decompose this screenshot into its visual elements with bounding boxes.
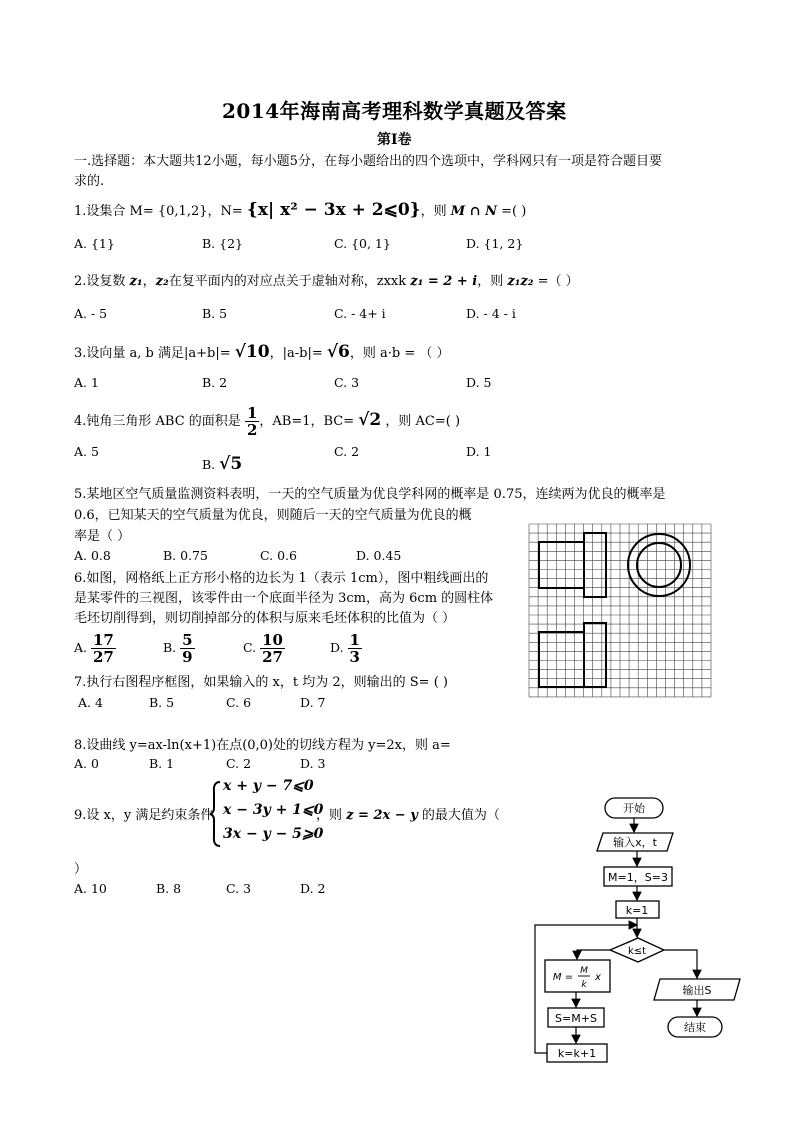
- q3-sqrt6: √6: [326, 342, 350, 362]
- q6-option-a: [74, 632, 116, 665]
- q8-option-d: D. 3: [300, 756, 326, 771]
- q7-option-a: A. 4: [78, 695, 103, 710]
- q2-option-c: C. - 4+ i: [334, 306, 386, 321]
- q2-mid: 在复平面内的对应点关于虚轴对称，zxxk: [168, 274, 411, 289]
- q3-option-d: D. 5: [466, 375, 492, 390]
- q5-option-a: A. 0.8: [74, 548, 111, 563]
- q9-option-a: A. 10: [74, 881, 107, 896]
- page-title: 2014年海南高考理科数学真题及答案: [222, 99, 567, 123]
- q2-eq: z₁ = 2 + i: [410, 274, 478, 289]
- q6-a-label: A.: [74, 640, 88, 655]
- q6-b-den: 9: [182, 648, 193, 666]
- q4-sqrt5: √5: [219, 454, 243, 474]
- q7-option-d: D. 7: [300, 695, 326, 710]
- fc-cond-text: k≤t: [627, 946, 647, 957]
- q9-constraint-3: 3x − y − 5⩾0: [223, 826, 324, 842]
- q9-pre: 9.设 x，y 满足约束条件: [74, 808, 214, 823]
- q6-d-num: 1: [349, 631, 360, 649]
- q9-obj: z = 2x − y: [346, 808, 418, 823]
- q7-option-b: B. 5: [149, 695, 175, 710]
- q3-option-b: B. 2: [202, 375, 228, 390]
- q5-line1: 5.某地区空气质量监测资料表明，一天的空气质量为优良学科网的概率是 0.75，连续两为优良的概率是: [74, 487, 666, 502]
- q4-option-a: A. 5: [74, 444, 99, 459]
- q4-fraction: [245, 405, 259, 438]
- fc-m-x: x: [595, 972, 601, 983]
- q6-d-label: D.: [330, 640, 344, 655]
- q6-b-fraction: [180, 632, 194, 665]
- q4-post: ，则 AC=( ): [381, 414, 461, 429]
- q9-option-d: D. 2: [300, 881, 326, 896]
- side-view-flange: [584, 623, 606, 687]
- q6-a-num: 17: [93, 631, 114, 649]
- question-1: [74, 200, 526, 220]
- fc-m-den: k: [581, 980, 587, 990]
- q9-close: ）: [74, 862, 88, 877]
- q6-option-c: [243, 632, 285, 665]
- q6-a-fraction: [91, 632, 116, 665]
- q1-post: =( ): [496, 204, 527, 219]
- fc-output-text: 输出S: [682, 984, 712, 997]
- q1-option-c: C. {0, 1}: [334, 236, 391, 251]
- fc-start-text: 开始: [623, 802, 645, 815]
- question-4: [74, 405, 460, 438]
- question-2: [74, 270, 579, 289]
- fc-end-text: 结束: [684, 1021, 706, 1034]
- q6-b-label: B.: [163, 640, 177, 655]
- q6-a-den: 27: [93, 648, 114, 666]
- flowchart-labels: [553, 801, 712, 1060]
- q6-option-d: [330, 632, 362, 665]
- q8-option-b: B. 1: [149, 756, 175, 771]
- fc-init-text: M=1，S=3: [608, 871, 668, 884]
- q3-pre: 3.设向量 a, b 满足|a+b|=: [74, 346, 235, 361]
- q7-line: 7.执行右图程序框图，如果输入的 x，t 均为 2，则输出的 S= ( ): [74, 675, 448, 690]
- q1-mid: ，则: [420, 204, 451, 219]
- q5-option-c: C. 0.6: [260, 548, 297, 563]
- q6-c-label: C.: [243, 640, 257, 655]
- q6-d-fraction: [348, 632, 362, 665]
- q4-frac-num: 1: [246, 404, 258, 422]
- q6-b-num: 5: [182, 631, 193, 649]
- q5-option-b: B. 0.75: [163, 548, 208, 563]
- volume-label: 第Ⅰ卷: [377, 132, 412, 148]
- q7-option-c: C. 6: [226, 695, 252, 710]
- q3-sqrt10: √10: [234, 342, 270, 362]
- section-heading-line2: 求的.: [74, 174, 105, 189]
- grid-lines: [529, 524, 711, 697]
- q2-z2: z₂: [155, 274, 169, 289]
- fc-m-num: M: [580, 966, 588, 976]
- q2-option-b: B. 5: [202, 306, 228, 321]
- q4-option-d: D. 1: [466, 444, 492, 459]
- q3-option-c: C. 3: [334, 375, 360, 390]
- q9-constraint-2: x − 3y + 1⩽0: [223, 802, 324, 818]
- fc-s-text: S=M+S: [555, 1012, 597, 1025]
- q9-post: 的最大值为（: [417, 808, 500, 823]
- q3-mid: ，|a-b|=: [269, 346, 327, 361]
- q8-option-a: A. 0: [74, 756, 99, 771]
- q2-prod: z₁z₂: [507, 274, 534, 289]
- q6-line1: 6.如图，网格纸上正方形小格的边长为 1（表示 1cm），图中粗线画出的: [74, 571, 489, 586]
- q2-z1: z₁: [129, 274, 143, 289]
- q4-option-b: [202, 454, 242, 474]
- fc-inc-text: k=k+1: [557, 1047, 597, 1060]
- q9-option-b: B. 8: [156, 881, 182, 896]
- q9-objective: [316, 804, 500, 823]
- q4-sqrt2: √2: [358, 410, 382, 430]
- q4-option-c: C. 2: [334, 444, 360, 459]
- flowchart: [520, 790, 780, 1068]
- q9-brace: [208, 780, 222, 848]
- q9-option-c: C. 3: [226, 881, 252, 896]
- q1-set: {x| x² − 3x + 2⩽0}: [246, 200, 421, 220]
- arrow-cond-yes: [577, 950, 610, 959]
- q8-option-c: C. 2: [226, 756, 252, 771]
- q2-mid2: ，则: [477, 274, 508, 289]
- q4-mid: ，AB=1，BC=: [259, 414, 359, 429]
- q5-option-d: D. 0.45: [356, 548, 402, 563]
- q1-expr: M ∩ N: [450, 204, 497, 219]
- fc-m-lhs: M =: [552, 972, 574, 983]
- q6-c-den: 27: [262, 648, 283, 666]
- q9-mid: ，则: [316, 808, 347, 823]
- q4-pre: 4.钝角三角形 ABC 的面积是: [74, 414, 245, 429]
- part-outlines: [539, 533, 690, 687]
- q2-post: =（ ）: [533, 274, 579, 289]
- three-view-figure: [525, 520, 715, 702]
- front-view-body: [539, 542, 584, 588]
- q6-option-b: [163, 632, 195, 665]
- section-heading-line1: 一.选择题：本大题共12小题，每小题5分，在每小题给出的四个选项中，学科网只有一项是符合题目要: [74, 154, 662, 169]
- q1-option-a: A. {1}: [74, 236, 115, 251]
- q1-option-b: B. {2}: [202, 236, 243, 251]
- q2-option-d: D. - 4 - i: [466, 306, 516, 321]
- question-3: [74, 342, 450, 362]
- q6-line2: 是某零件的三视图，该零件由一个底面半径为 3cm，高为 6cm 的圆柱体: [74, 591, 494, 606]
- q9-constraint-1: x + y − 7⩽0: [223, 778, 314, 794]
- q6-c-num: 10: [262, 631, 283, 649]
- q2-pre: 2.设复数: [74, 274, 130, 289]
- q5-line2: 0.6，已知某天的空气质量为优良，则随后一天的空气质量为优良的概: [74, 508, 472, 523]
- q3-option-a: A. 1: [74, 375, 99, 390]
- q3-post: ，则 a·b = （ ）: [349, 346, 450, 361]
- q5-line3: 率是（ ）: [74, 529, 131, 544]
- q2-option-a: A. - 5: [74, 306, 108, 321]
- arrow-cond-no: [664, 950, 697, 978]
- q6-d-den: 3: [349, 648, 360, 666]
- q6-c-fraction: [260, 632, 285, 665]
- q4-option-b-label: B.: [202, 457, 216, 472]
- fc-k1-text: k=1: [625, 904, 649, 917]
- q6-line3: 毛坯切削得到，则切削掉部分的体积与原来毛坯体积的比值为（ ）: [74, 611, 456, 626]
- fc-input-text: 输入x，t: [613, 836, 657, 849]
- q8-line: 8.设曲线 y=ax-ln(x+1)在点(0,0)处的切线方程为 y=2x，则 a=: [74, 738, 451, 753]
- q4-frac-den: 2: [246, 421, 258, 439]
- q1-pre: 1.设集合 M= {0,1,2}，N=: [74, 204, 247, 219]
- q2-sep: ，: [142, 274, 156, 289]
- q1-option-d: D. {1, 2}: [466, 236, 524, 251]
